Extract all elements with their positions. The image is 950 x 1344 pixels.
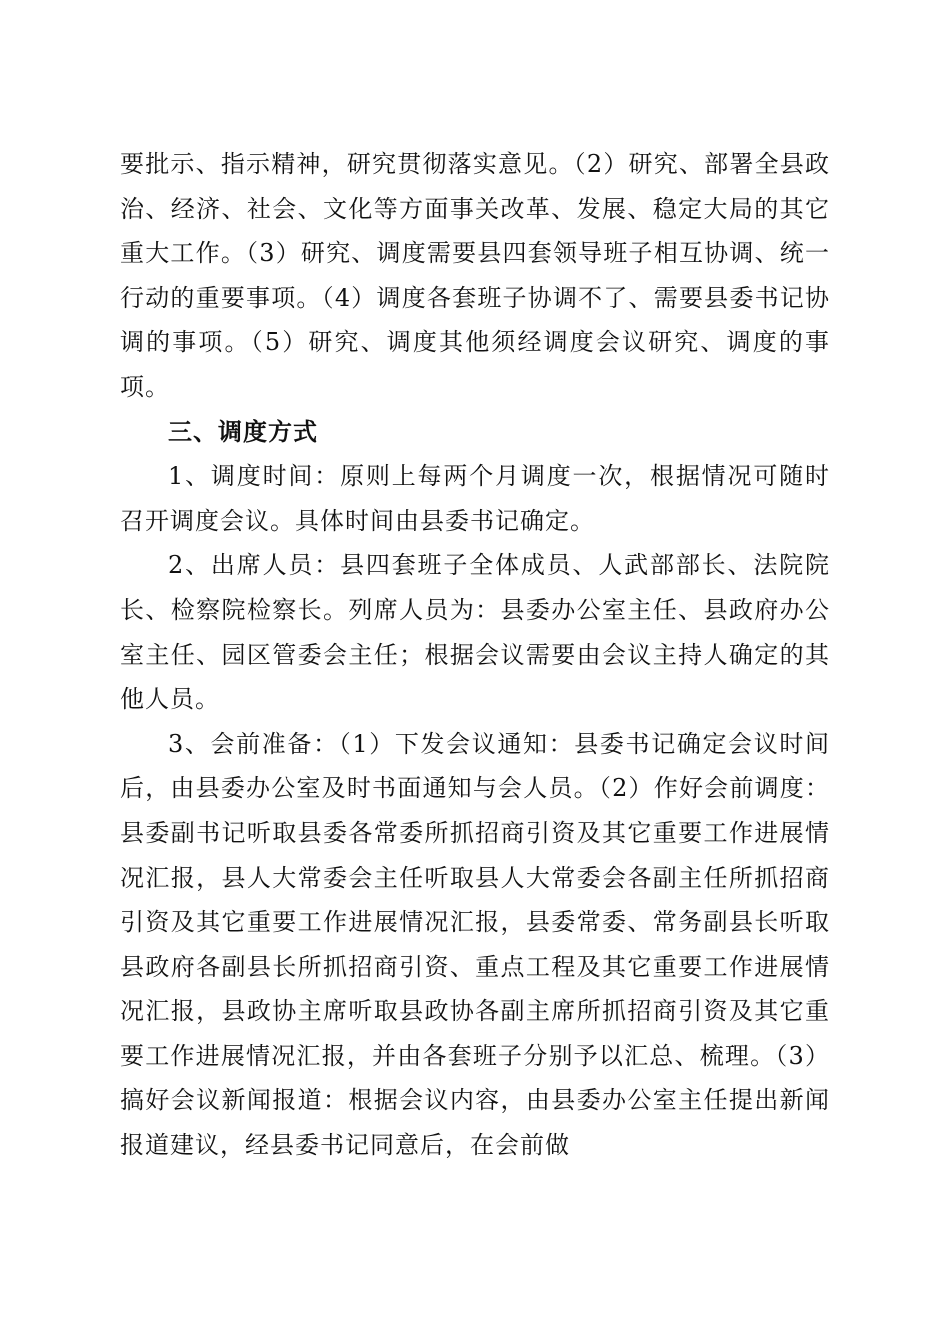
paragraph-attendees: 2、出席人员：县四套班子全体成员、人武部部长、法院院长、检察院检察长。列席人员为：县委办公室主任、县政府办公室主任、园区管委会主任；根据会议需要由会议主持人确定的其他人员。 [120, 551, 830, 714]
document-page [120, 142, 830, 1168]
paragraph-preparation: 3、会前准备：（1）下发会议通知：县委书记确定会议时间后，由县委办公室及时书面通知与会人员。（2）作好会前调度：县委副书记听取县委各常委所抓招商引资及其它重要工作进展情况汇报，县人大常委会主任听取县人大常委会各副主任所抓招商引资及其它重要工作进展情况汇报，县委常委、常务副县长听取县政府各副县长所抓招商引资、重点工程及其它重要工作进展情况汇报，县政协主席听取县政协各副主席所抓招商引资及其它重要工作进展情况汇报，并由各套班子分别予以汇总、梳理。（3）搞好会议新闻报道：根据会议内容，由县委办公室主任提出新闻报道建议，经县委书记同意后，在会前做 [120, 729, 830, 1160]
section-heading: 三、调度方式 [168, 417, 318, 446]
paragraph-schedule-time: 1、调度时间：原则上每两个月调度一次，根据情况可随时召开调度会议。具体时间由县委书记确定。 [120, 462, 830, 535]
paragraph-continuation: 要批示、指示精神，研究贯彻落实意见。（2）研究、部署全县政治、经济、社会、文化等方面事关改革、发展、稳定大局的其它重大工作。（3）研究、调度需要县四套领导班子相互协调、统一行动的重要事项。（4）调度各套班子协调不了、需要县委书记协调的事项。（5）研究、调度其他须经调度会议研究、调度的事项。 [120, 150, 830, 401]
